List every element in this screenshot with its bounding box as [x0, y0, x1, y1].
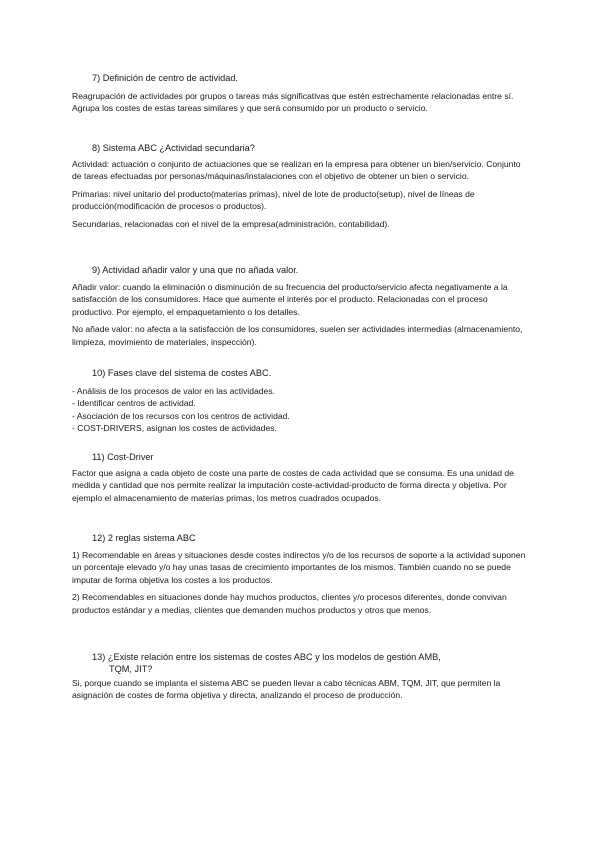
section-12-body [72, 549, 532, 616]
section-9-body [72, 281, 532, 348]
section-13-heading-line-1: 13) ¿Existe relación entre los sistemas de costes ABC y los modelos de gestión AMB, [92, 652, 441, 662]
section-8-body [72, 158, 532, 230]
section-7-body [72, 90, 532, 115]
section-13-body [72, 677, 532, 702]
section-7-heading: 7) Definición de centro de actividad. [92, 73, 239, 83]
section-10-item: - COST-DRIVERS, asignan los costes de actividades. [72, 423, 277, 434]
section-10-item: - Identificar centros de actividad. [72, 398, 196, 409]
section-8-paragraph-2: Primarias: nivel unitario del producto(materias primas), nivel de lote de producto(setup), nivel de líneas de producción(modificación de procesos o productos). [72, 188, 475, 212]
section-12-rule-2: 2) Recomendables en situaciones donde hay muchos productos, clientes y/o procesos diferentes, donde convivan productos estándar y a medias, clientes que demanden muchos productos y otros que menos. [72, 592, 507, 615]
section-9-paragraph-1: Añadir valor: cuando la eliminación o disminución de su frecuencia del producto/servicio afecta negativamente a la satisfacción de los consumidores. Hace que aumente el interés por el producto. Relacionadas con el proceso productivo. Por ejemplo, el empaquetamiento o los detalles. [72, 282, 508, 317]
section-8-paragraph-1: Actividad: actuación o conjunto de actuaciones que se realizan en la empresa para obtener un bien/servicio. Conjunto de tareas efectuadas por personas/máquinas/instalaciones con el objetivo de obtener un bien o servicio. [72, 159, 521, 182]
section-11-paragraph-1: Factor que asigna a cada objeto de coste una parte de costes de cada actividad que se consuma. Es una unidad de medida y cantidad que nos permite realizar la imputación coste-actividad-producto de forma directa y objetiva. Por ejemplo el almacenamiento de materias primas, los metros cuadrados ocupados. [72, 468, 514, 503]
section-8-paragraph-3: Secundarias, relacionadas con el nivel de la empresa(administración, contabilidad). [72, 218, 390, 229]
section-11-body [72, 467, 532, 504]
section-11-heading: 11) Cost-Driver [92, 452, 154, 462]
section-13-heading-line-2: TQM, JIT? [109, 664, 153, 675]
section-13-heading [92, 651, 532, 676]
section-10-item: - Asociación de los recursos con los centros de actividad. [72, 410, 290, 421]
section-7-paragraph-2: Agrupa los costes de estas tareas similares y que será consumido por un producto o servicio. [72, 103, 428, 114]
section-13-paragraph-1: Si, porque cuando se implanta el sistema ABC se pueden llevar a cabo técnicas ABM, TQM, JIT, que permiten la asignación de costes de forma objetiva y directa, analizando el proceso de producción. [72, 678, 501, 701]
section-9-heading: 9) Actividad añadir valor y una que no añada valor. [92, 265, 299, 275]
section-10-heading: 10) Fases clave del sistema de costes ABC. [92, 368, 272, 378]
section-8-heading: 8) Sistema ABC ¿Actividad secundaria? [92, 143, 255, 153]
section-12-heading: 12) 2 reglas sistema ABC [92, 533, 196, 543]
section-9-paragraph-2: No añade valor: no afecta a la satisfacción de los consumidores, suelen ser actividades intermedias (almacenamiento, limpieza, movimiento de materiales, inspección). [72, 324, 523, 347]
section-12-rule-1: 1) Recomendable en áreas y situaciones desde costes indirectos y/o de los recursos de soporte a la actividad suponen un porcentaje elevado y/o hay unas tasas de crecimiento importantes de los mismos. También cuando no se puede imputar de forma objetiva los costes a los productos. [72, 550, 526, 585]
section-10-item: - Análisis de los procesos de valor en las actividades. [72, 386, 276, 396]
section-10-list [72, 385, 532, 435]
section-7-paragraph-1: Reagrupación de actividades por grupos o tareas más significativas que estén estrechamente relacionadas entre sí. [72, 91, 514, 101]
